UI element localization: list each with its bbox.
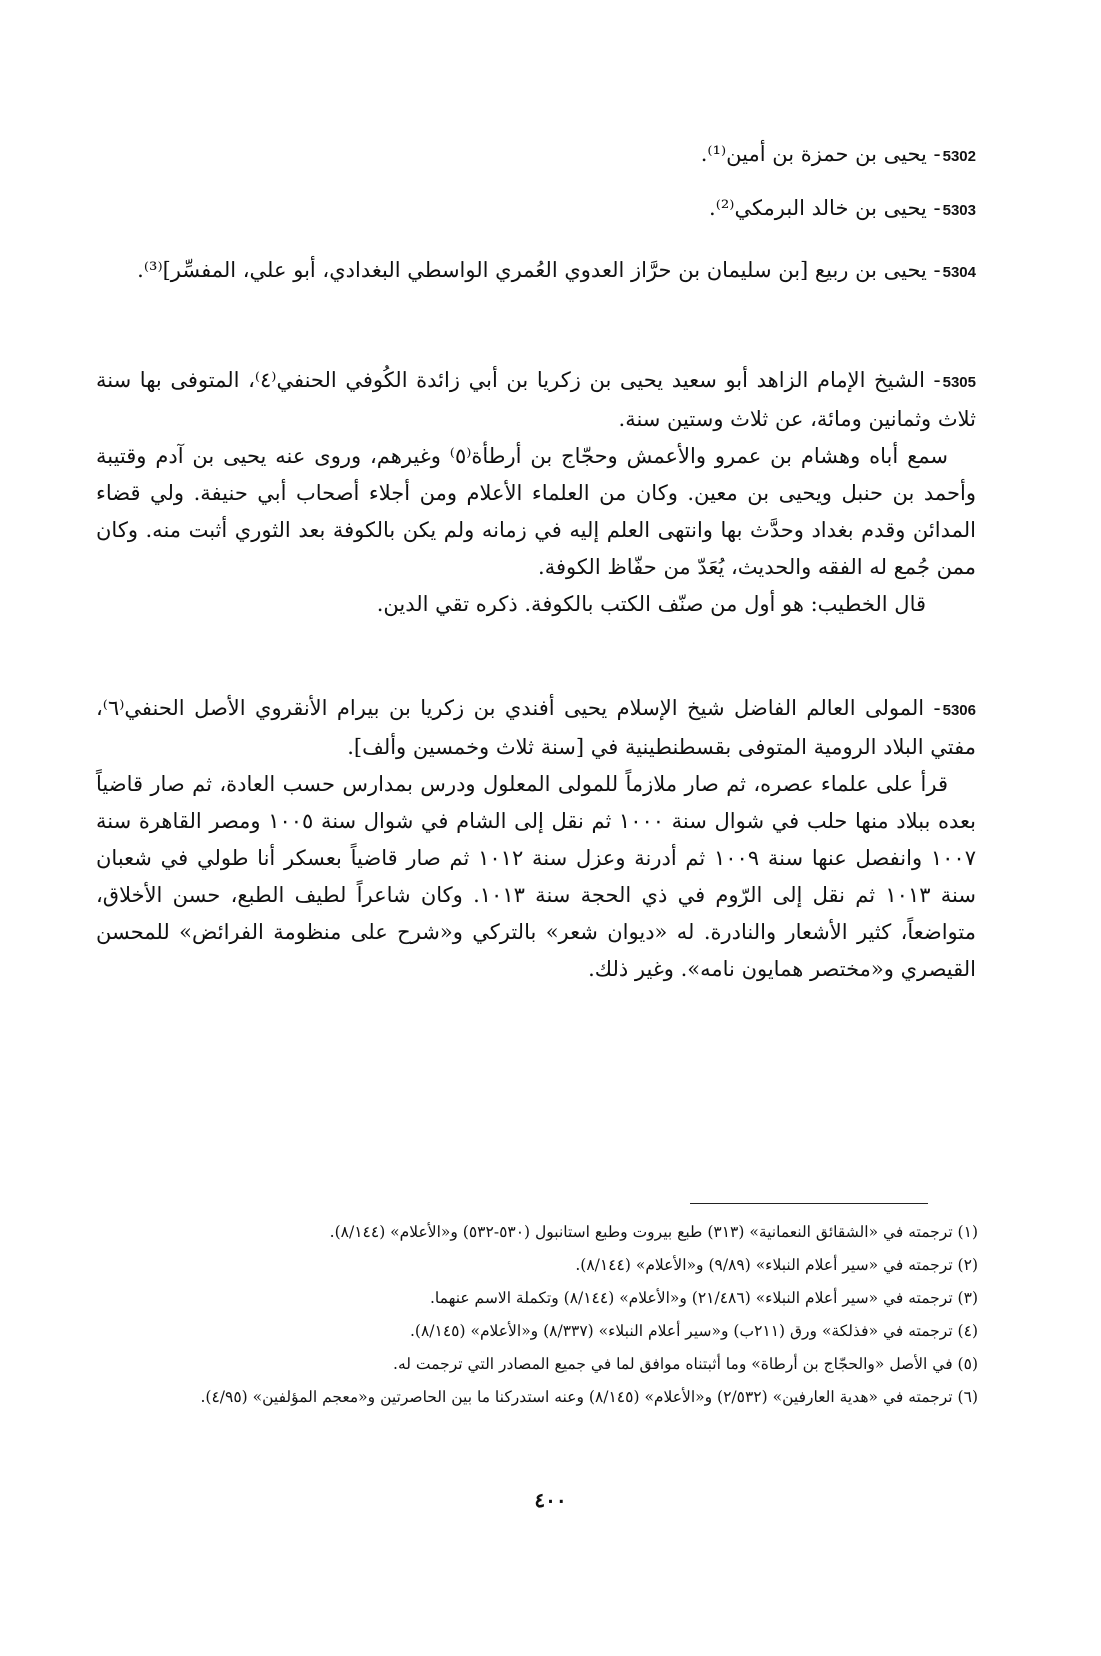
entry-number: 5302 bbox=[942, 148, 976, 165]
footnote-divider bbox=[690, 1203, 928, 1204]
entry-number: 5305 bbox=[942, 374, 976, 391]
footnote: (١) ترجمته في «الشقائق النعمانية» (٣١٣) طبع بيروت وطبع استانبول (٥٣٠-٥٣٢) و«الأعلام» (٨/١٤٤). bbox=[329, 1223, 978, 1241]
entry-number: 5306 bbox=[942, 702, 976, 719]
footnote: (٥) في الأصل «والحجّاج بن أرطاة» وما أثبتناه موافق لما في جميع المصادر التي ترجمت له. bbox=[393, 1355, 978, 1373]
entry-text: - يحيى بن حمزة بن أمين⁽¹⁾. bbox=[700, 142, 941, 166]
entry-paragraph: سمع أباه وهشام بن عمرو والأعمش وحجّاج بن أرطأة⁽٥⁾ وغيرهم، وروى عنه يحيى بن آدم وقتيبة وأحمد بن حنبل ويحيى بن معين. وكان من العلماء الأعلام ومن أجلاء أصحاب أبي حنيفة. ولي قضاء المدائن وقدم بغداد وحدَّث بها وانتهى العلم إليه في زمانه ولم يكن بالكوفة بعد الثوري أثبت منه. وكان ممن جُمع له الفقه والحديث، يُعَدّ من حفّاظ الكوفة. bbox=[96, 444, 976, 579]
entry-text: - يحيى بن خالد البرمكي⁽²⁾. bbox=[709, 196, 941, 220]
footnote: (٦) ترجمته في «هدية العارفين» (٢/٥٣٢) و«الأعلام» (٨/١٤٥) وعنه استدركنا ما بين الحاصرتين و«معجم المؤلفين» (٤/٩٥). bbox=[200, 1388, 978, 1406]
entry-text: - يحيى بن ربيع [بن سليمان بن حرَّاز العدوي العُمري الواسطي البغدادي، أبو علي، المفسِّر]⁽³⁾. bbox=[137, 258, 941, 282]
entry-5304 bbox=[96, 252, 976, 291]
entry-5302 bbox=[96, 136, 976, 175]
entry-5305 bbox=[96, 362, 976, 623]
entry-5306 bbox=[96, 690, 976, 988]
footnote: (٣) ترجمته في «سير أعلام النبلاء» (٢١/٤٨٦) و«الأعلام» (٨/١٤٤) وتكملة الاسم عنهما. bbox=[429, 1289, 978, 1307]
page-number: ٤٠٠ bbox=[534, 1488, 567, 1512]
entry-paragraph: قال الخطيب: هو أول من صنّف الكتب بالكوفة. ذكره تقي الدين. bbox=[376, 592, 926, 616]
entry-text: - المولى العالم الفاضل شيخ الإسلام يحيى أفندي بن زكريا بن بيرام الأنقروي الأصل الحنفي⁽٦⁾، مفتي البلاد الرومية المتوفى بقسطنطينية في [سنة ثلاث وخمسين وألف]. bbox=[96, 696, 976, 759]
entry-number: 5303 bbox=[942, 202, 976, 219]
entry-paragraph: قرأ على علماء عصره، ثم صار ملازماً للمولى المعلول ودرس بمدارس حسب العادة، ثم صار قاضياً بعده ببلاد منها حلب في شوال سنة ١٠٠٠ ثم نقل إلى الشام في شوال سنة ١٠٠٥ ومصر القاهرة سنة ١٠٠٧ وانفصل عنها سنة ١٠٠٩ ثم أدرنة وعزل سنة ١٠١٢ ثم صار قاضياً بعسكر أنا طولي في شعبان سنة ١٠١٣ ثم نقل إلى الرّوم في ذي الحجة سنة ١٠١٣. وكان شاعراً لطيف الطبع، حسن الأخلاق، متواضعاً، كثير الأشعار والنادرة. له «ديوان شعر» بالتركي و«شرح على منظومة الفرائض» للمحسن القيصري و«مختصر همايون نامه». وغير ذلك. bbox=[96, 772, 977, 981]
entry-number: 5304 bbox=[942, 264, 976, 281]
footnote: (٤) ترجمته في «فذلكة» ورق (٢١١ب) و«سير أعلام النبلاء» (٨/٣٣٧) و«الأعلام» (٨/١٤٥). bbox=[409, 1322, 978, 1340]
footnote: (٢) ترجمته في «سير أعلام النبلاء» (٩/٨٩) و«الأعلام» (٨/١٤٤). bbox=[575, 1256, 978, 1274]
entry-5303 bbox=[96, 190, 976, 229]
footnotes bbox=[90, 1216, 978, 1414]
entry-text: - الشيخ الإمام الزاهد أبو سعيد يحيى بن زكريا بن أبي زائدة الكُوفي الحنفي⁽٤⁾، المتوفى بها سنة ثلاث وثمانين ومائة، عن ثلاث وستين سنة. bbox=[96, 368, 976, 431]
